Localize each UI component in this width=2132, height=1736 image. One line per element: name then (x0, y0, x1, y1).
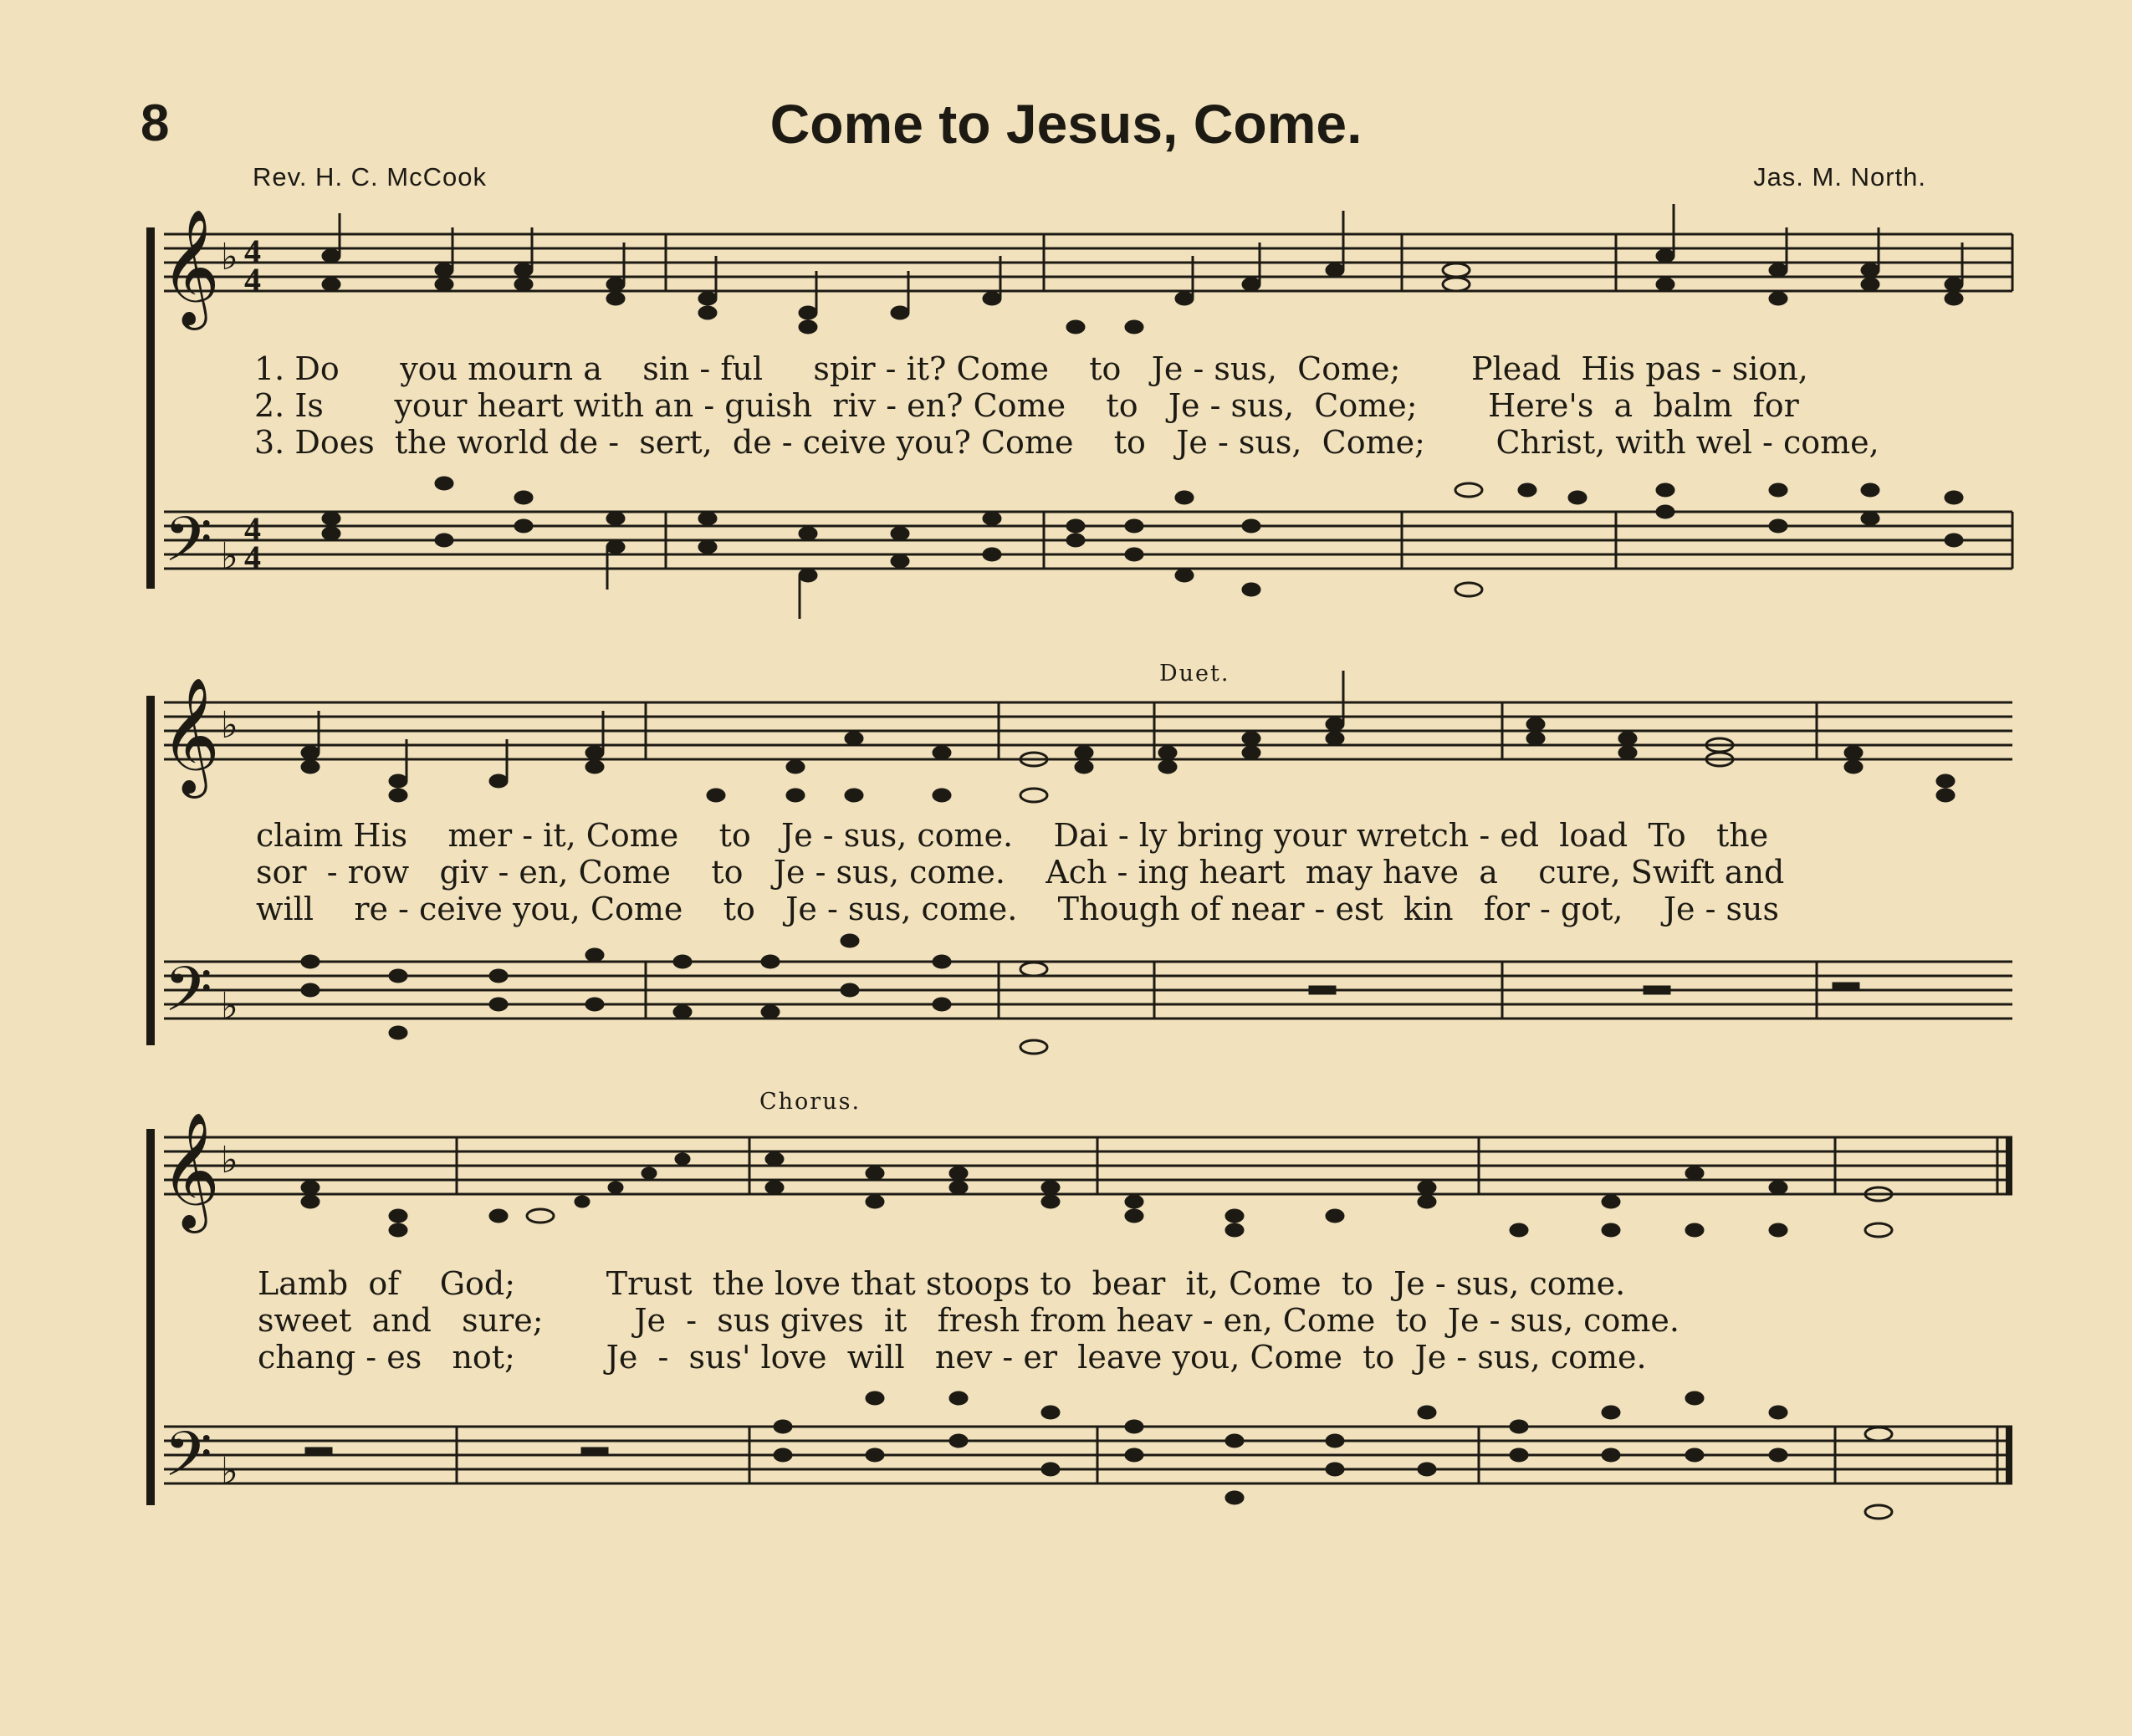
svg-text:𝄞: 𝄞 (161, 1112, 220, 1228)
svg-text:𝄢: 𝄢 (164, 1418, 212, 1506)
svg-text:4: 4 (244, 261, 261, 299)
svg-text:4: 4 (244, 232, 261, 270)
music-system-2 (147, 677, 2012, 1062)
verse-1-line-2: claim His mer - it, Come to Je - sus, come. Dai - ly bring your wretch - ed load To the (256, 817, 1769, 854)
svg-text:𝄢: 𝄢 (164, 953, 212, 1041)
verse-1-line-3: Lamb of God; Trust the love that stoops to bear it, Come to Je - sus, come. (258, 1265, 1626, 1302)
verse-2-line-1: 2. Is your heart with an - guish riv - en? Come to Je - sus, Come; Here's a balm for (254, 387, 1799, 424)
duet-label: Duet. (1159, 661, 1230, 687)
page-number: 8 (141, 94, 170, 152)
svg-text:♭: ♭ (221, 704, 238, 747)
svg-text:𝄞: 𝄞 (161, 209, 220, 325)
svg-text:♭: ♭ (221, 1139, 238, 1182)
verse-2-line-3: sweet and sure; Je - sus gives it fresh from heav - en, Come to Je - sus, come. (258, 1302, 1680, 1339)
svg-text:4: 4 (244, 539, 261, 576)
lyricist-credit: Rev. H. C. McCook (253, 162, 487, 191)
svg-text:♭: ♭ (221, 535, 238, 578)
hymn-title: Come to Jesus, Come. (769, 93, 1363, 155)
svg-text:♭: ♭ (221, 1450, 238, 1493)
verse-2-line-2: sor - row giv - en, Come to Je - sus, come. Ach - ing heart may have a cure, Swift and (256, 854, 1785, 891)
music-system-1 (147, 209, 2012, 602)
verse-1-line-1: 1. Do you mourn a sin - ful spir - it? Come to Je - sus, Come; Plead His pas - sion, (254, 350, 1808, 387)
verse-3-line-3: chang - es not; Je - sus' love will nev - er leave you, Come to Je - sus, come. (258, 1339, 1647, 1376)
chorus-label: Chorus. (759, 1089, 861, 1115)
music-system-3 (147, 1112, 2012, 1514)
svg-text:𝄞: 𝄞 (161, 677, 220, 794)
verse-3-line-2: will re - ceive you, Come to Je - sus, come. Though of near - est kin for - got, Je - sus (256, 891, 1780, 927)
composer-credit: Jas. M. North. (1753, 162, 1926, 191)
svg-text:4: 4 (244, 510, 261, 548)
verse-3-line-1: 3. Does the world de - sert, de - ceive you? Come to Je - sus, Come; Christ, with wel - come, (254, 424, 1879, 461)
svg-text:♭: ♭ (221, 236, 238, 278)
svg-text:♭: ♭ (221, 985, 238, 1028)
svg-text:𝄢: 𝄢 (164, 503, 212, 591)
